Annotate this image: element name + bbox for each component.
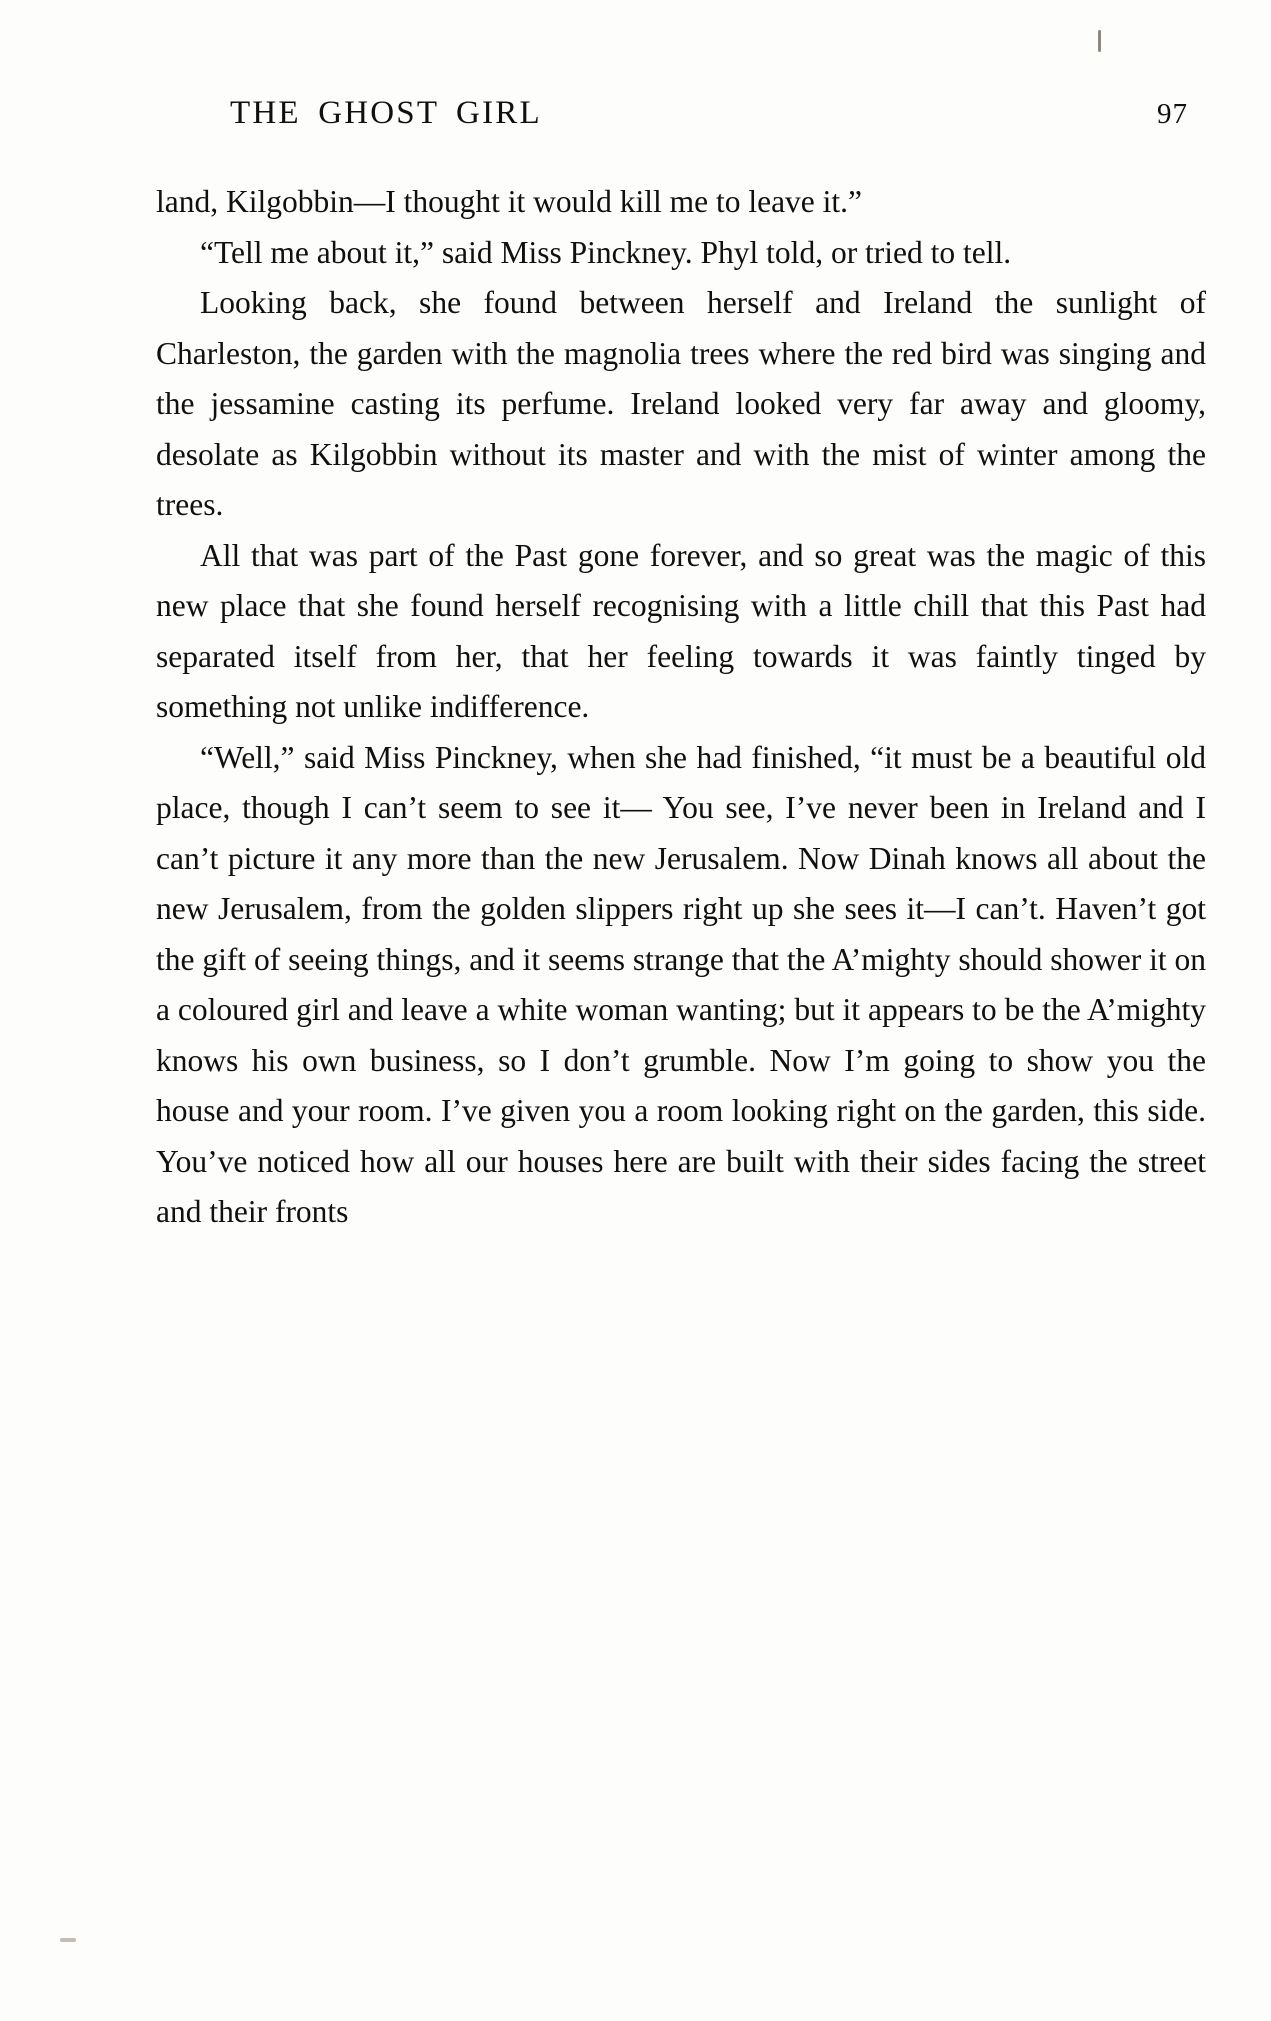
body-text bbox=[150, 177, 1210, 1238]
page-speck bbox=[60, 1938, 76, 1942]
paragraph: “Tell me about it,” said Miss Pinckney. Phyl told, or tried to tell. bbox=[200, 234, 1012, 270]
paragraph: land, Kilgobbin—I thought it would kill me to leave it.” bbox=[156, 184, 863, 219]
running-title: THE GHOST GIRL bbox=[230, 95, 542, 131]
page-content bbox=[150, 95, 1210, 1238]
paragraph: All that was part of the Past gone forever, and so great was the magic of this new place that she found herself recognising with a little chill that this Past had separated itself from her, that her feeling towards it was faintly tinged by something not unlike indifference. bbox=[156, 537, 1206, 724]
page-speck bbox=[1098, 30, 1101, 52]
page-number: 97 bbox=[1157, 98, 1188, 130]
page-header bbox=[150, 95, 1210, 155]
paragraph: “Well,” said Miss Pinckney, when she had finished, “it must be a beautiful old place, though I can’t seem to see it— You see, I’ve never been in Ireland and I can’t picture it any more than the new Jerusalem. Now Dinah knows all about the new Jerusalem, from the golden slippers right up she sees it—I can’t. Haven’t got the gift of seeing things, and it seems strange that the A’mighty should shower it on a coloured girl and leave a white woman wanting; but it appears to be the A’mighty knows his own business, so I don’t grumble. Now I’m going to show you the house and your room. I’ve given you a room looking right on the garden, this side. You’ve noticed how all our houses here are built with their sides facing the street and their fronts bbox=[156, 739, 1206, 1229]
paragraph: Looking back, she found between herself and Ireland the sunlight of Charleston, the garden with the magnolia trees where the red bird was singing and the jessamine casting its perfume. Ireland looked very far away and gloomy, desolate as Kilgobbin without its master and with the mist of winter among the trees. bbox=[156, 285, 1206, 522]
